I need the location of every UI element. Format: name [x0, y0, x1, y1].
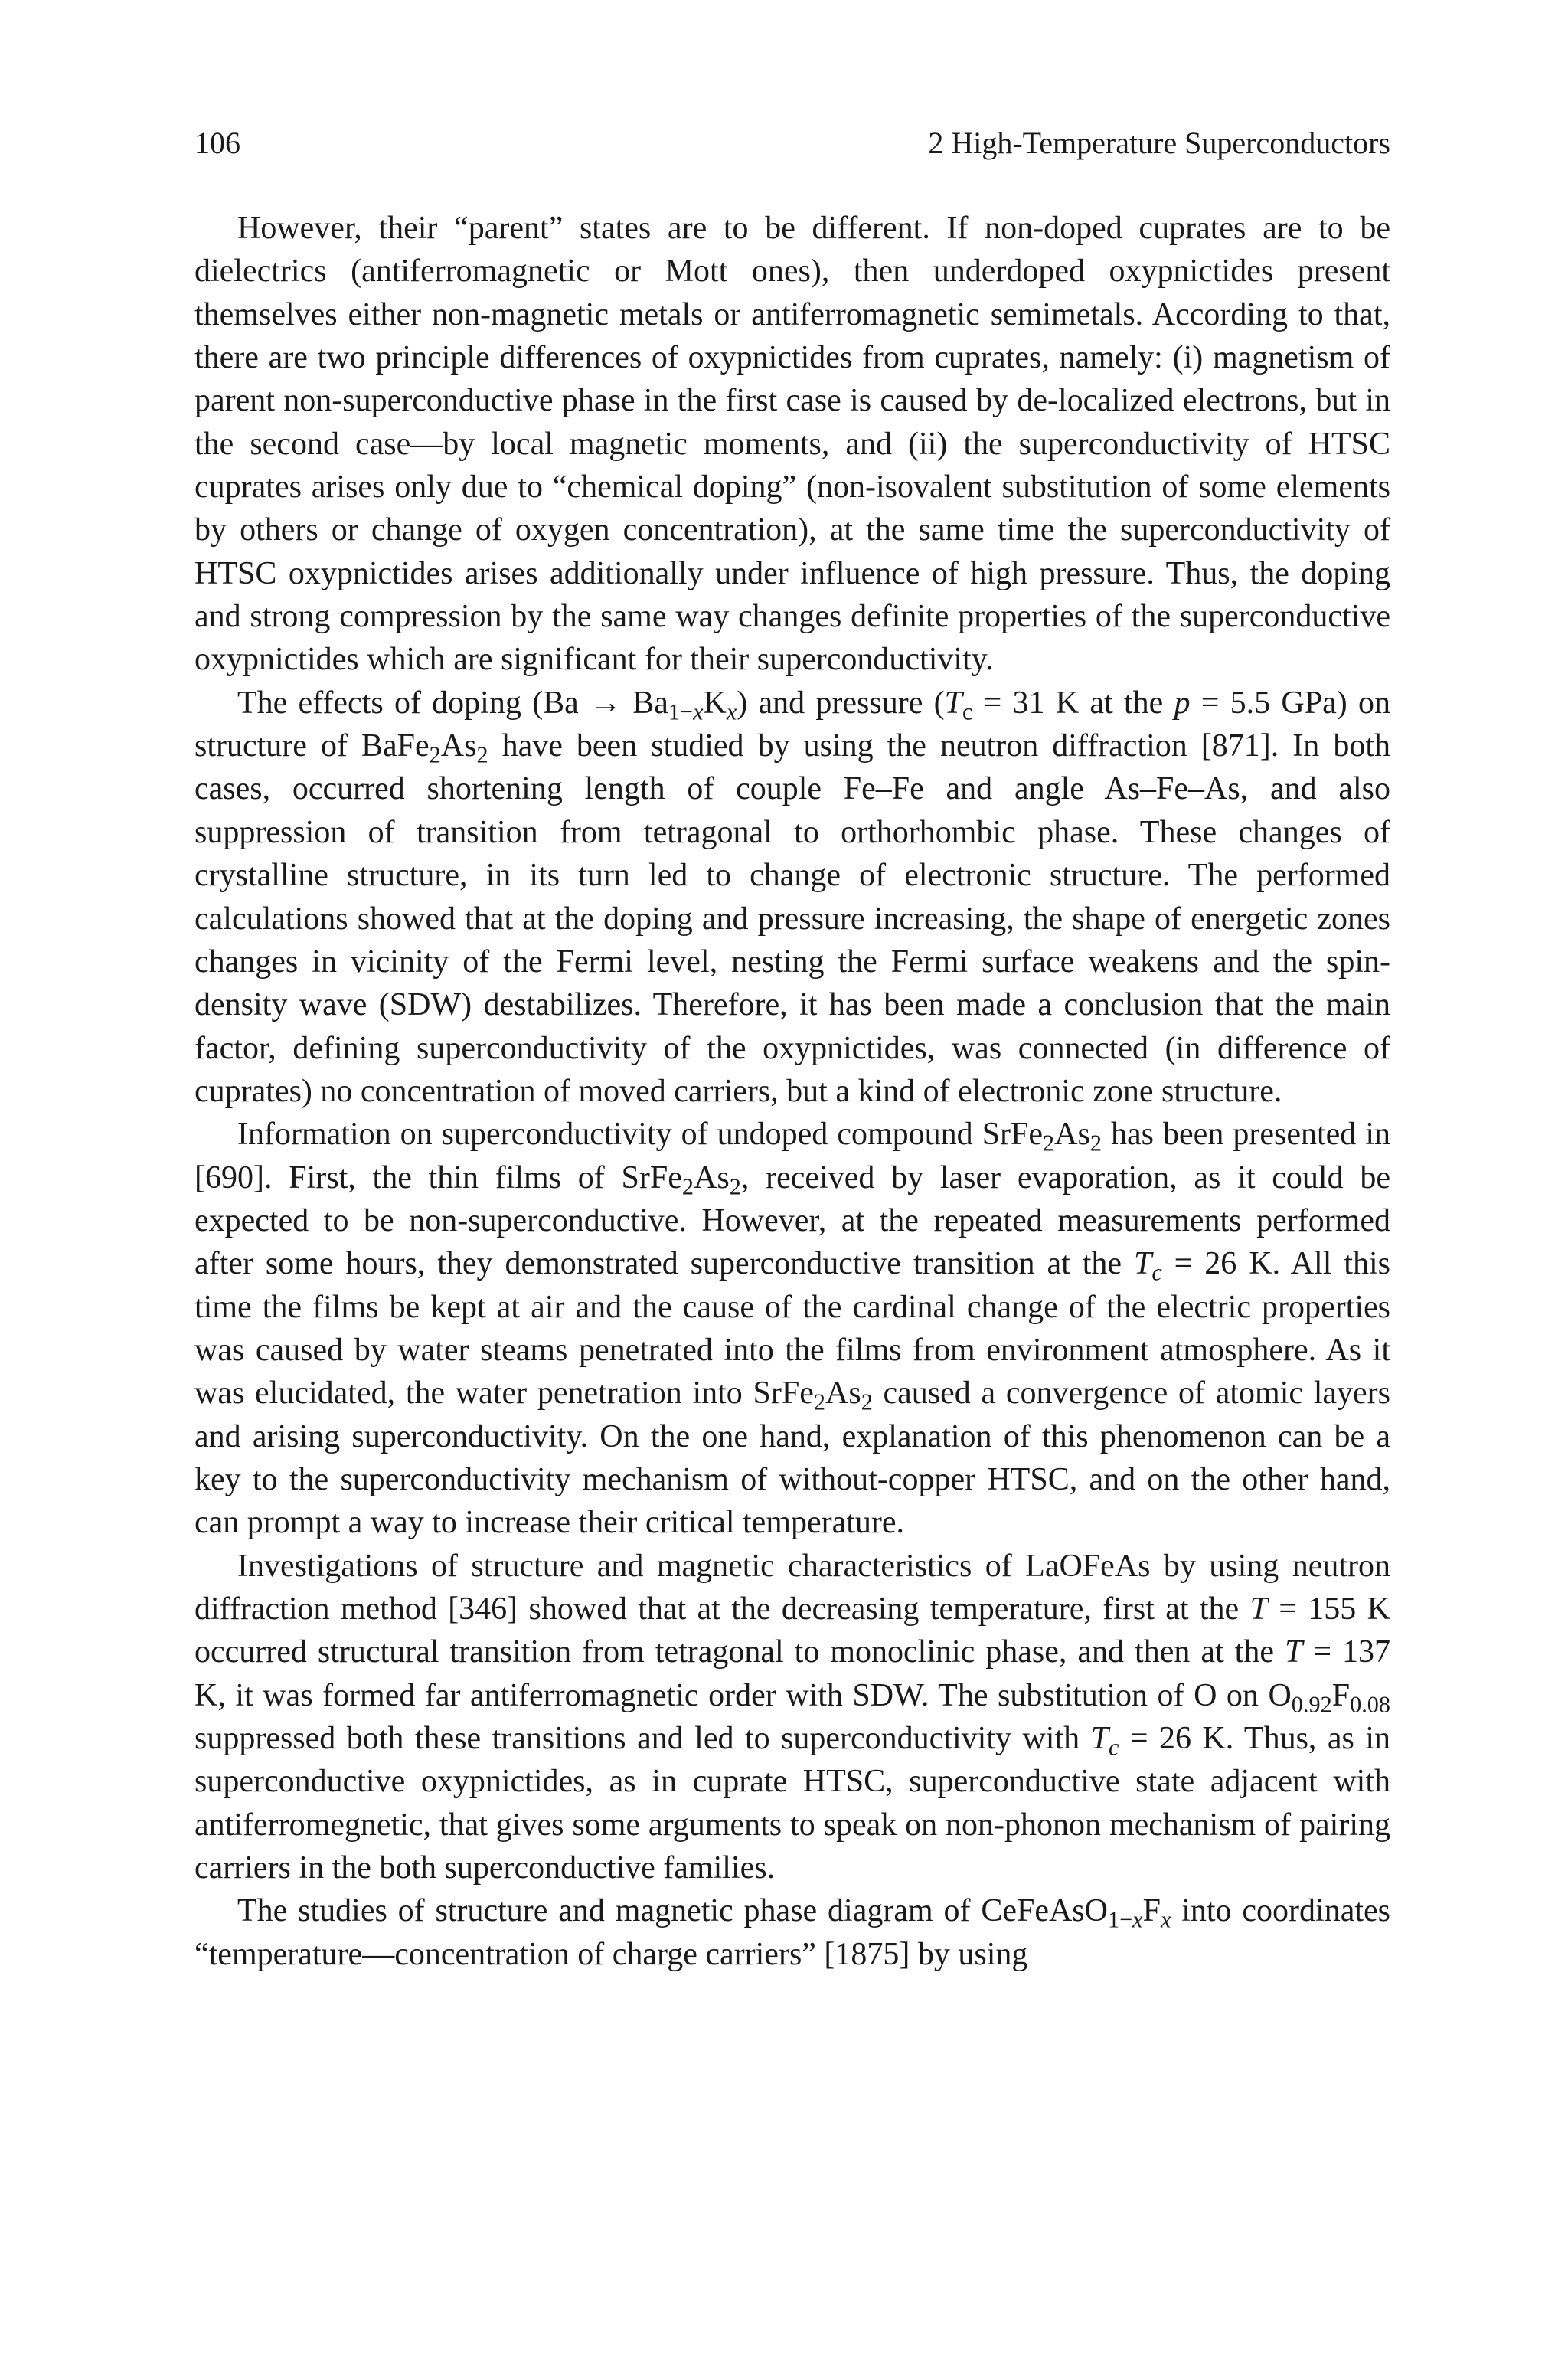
- text-run: suppressed both these transitions and led to superconductivity with: [194, 1721, 1091, 1757]
- formula-fragment: 2: [476, 741, 488, 768]
- text-run: = 155 K occurred structural transition from tetragonal to monoclinic phase, and then at the: [194, 1591, 1390, 1670]
- page-header: [194, 124, 1390, 162]
- running-head: 2 High-Temperature Superconductors: [928, 126, 1390, 160]
- formula-fragment: 1−: [668, 698, 694, 725]
- text-run: = 137 K, it was formed far antiferromagnetic order with SDW. The substitution of O on O: [194, 1634, 1391, 1713]
- formula-fragment: x: [1132, 1906, 1143, 1933]
- formula-fragment: 2: [429, 741, 441, 768]
- text-run: F: [1142, 1893, 1161, 1929]
- formula-fragment: 2: [729, 1173, 741, 1200]
- formula-fragment: c: [962, 698, 973, 725]
- text-run: have been studied by using the neutron diffraction [871]. In both cases, occurred shortening length of couple Fe–Fe and angle As–Fe–As, and also suppression of transition from tetragonal to orthorhombic phase. These changes of crystalline structure, in its turn led to change of electronic structure. The performed calculations showed that at the doping and pressure increasing, the shape of energetic zones changes in vicinity of the Fermi level, nesting the Fermi surface weakens and the spin-density wave (SDW) destabilizes. Therefore, it has been made a conclusion that the main factor, defining superconductivity of the oxypnictides, was connected (in difference of cuprates) no concentration of moved carriers, but a kind of electronic zone structure.: [194, 728, 1390, 1109]
- formula-fragment: 0.92: [1291, 1691, 1332, 1718]
- formula-fragment: 2: [861, 1389, 873, 1415]
- formula-fragment: c: [1108, 1734, 1119, 1761]
- formula-fragment: 0.08: [1350, 1691, 1390, 1718]
- text-run: However, their “parent” states are to be different. If non-doped cuprates are to be dielectrics (antiferromagnetic or Mott ones), then underdoped oxypnictides present themselves either non-magnetic metals or antiferromagnetic semimetals. According to that, there are two principle differences of oxypnictides from cuprates, namely: (i) magnetism of parent non-superconductive phase in the first case is caused by de-localized electrons, but in the second case—by local magnetic moments, and (ii) the superconductivity of HTSC cuprates arises only due to “chemical doping” (non-isovalent substitution of some elements by others or change of oxygen concentration), at the same time the superconductivity of HTSC oxypnictides arises additionally under influence of high pressure. Thus, the doping and strong compression by the same way changes definite properties of the superconductive oxypnictides which are significant for their superconductivity.: [194, 211, 1390, 678]
- formula-fragment: x: [1160, 1906, 1171, 1933]
- text-run: = 26 K. All this time the films be kept at air and the cause of the cardinal change of the electric properties was caused by water steams penetrated into the films from environment atmosphere. As it was elucidated, the water penetration into SrFe: [194, 1246, 1390, 1411]
- paragraph: [194, 1889, 1390, 1976]
- text-run: = 26 K. Thus, as in superconductive oxypnictides, as in cuprate HTSC, superconductive state adjacent with antiferromegnetic, that gives some arguments to speak on non-phonon mechanism of pairing carriers in the both superconductive families.: [194, 1721, 1390, 1886]
- formula-fragment: p: [1174, 685, 1191, 721]
- text-run: = 31 K at the: [972, 685, 1174, 721]
- formula-fragment: T: [1133, 1246, 1152, 1282]
- text-run: As: [1054, 1117, 1090, 1153]
- page-number: 106: [194, 126, 240, 160]
- formula-fragment: T: [1250, 1591, 1268, 1627]
- text-run: into coordinates “temperature—concentration of charge carriers” [1875] by using: [194, 1893, 1390, 1972]
- formula-fragment: 2: [1043, 1130, 1055, 1156]
- paragraph: [194, 1545, 1390, 1890]
- text-run: As: [825, 1375, 861, 1411]
- text-run: As: [694, 1160, 730, 1196]
- formula-fragment: x: [726, 698, 737, 725]
- formula-fragment: T: [944, 685, 962, 721]
- formula-fragment: x: [693, 698, 704, 725]
- text-run: has been presented in [690]. First, the thin films of SrFe: [194, 1117, 1390, 1196]
- text-run: caused a convergence of atomic layers and arising superconductivity. On the one hand, explanation of this phenomenon can be a key to the superconductivity mechanism of without-copper HTSC, and on the other hand, can prompt a way to increase their critical temperature.: [194, 1375, 1391, 1541]
- text-run: The effects of doping (Ba → Ba: [237, 685, 668, 721]
- paragraph: [194, 682, 1390, 1113]
- text-run: The studies of structure and magnetic phase diagram of CeFeAsO: [237, 1893, 1108, 1929]
- text-run: = 5.5 GPa) on structure of BaFe: [194, 685, 1391, 764]
- text-run: , received by laser evaporation, as it could be expected to be non-superconductive. However, at the repeated measurements performed after some hours, they demonstrated superconductive transition at the: [194, 1160, 1390, 1282]
- paragraph: [194, 207, 1390, 682]
- formula-fragment: 1−: [1107, 1906, 1133, 1933]
- formula-fragment: c: [1152, 1259, 1162, 1286]
- formula-fragment: T: [1284, 1634, 1303, 1670]
- text-run: F: [1331, 1677, 1351, 1713]
- text-run: As: [440, 728, 477, 764]
- body-text: [194, 207, 1390, 1976]
- text-run: Investigations of structure and magnetic characteristics of LaOFeAs by using neutron diffraction method [346] showed that at the decreasing temperature, first at the: [194, 1548, 1390, 1627]
- text-run: Information on superconductivity of undoped compound SrFe: [237, 1117, 1044, 1153]
- paragraph: [194, 1113, 1390, 1544]
- formula-fragment: T: [1090, 1721, 1109, 1757]
- formula-fragment: 2: [813, 1389, 825, 1415]
- formula-fragment: 2: [681, 1173, 694, 1200]
- formula-fragment: 2: [1089, 1130, 1102, 1156]
- text-run: K: [703, 685, 727, 721]
- text-run: ) and pressure (: [737, 685, 945, 721]
